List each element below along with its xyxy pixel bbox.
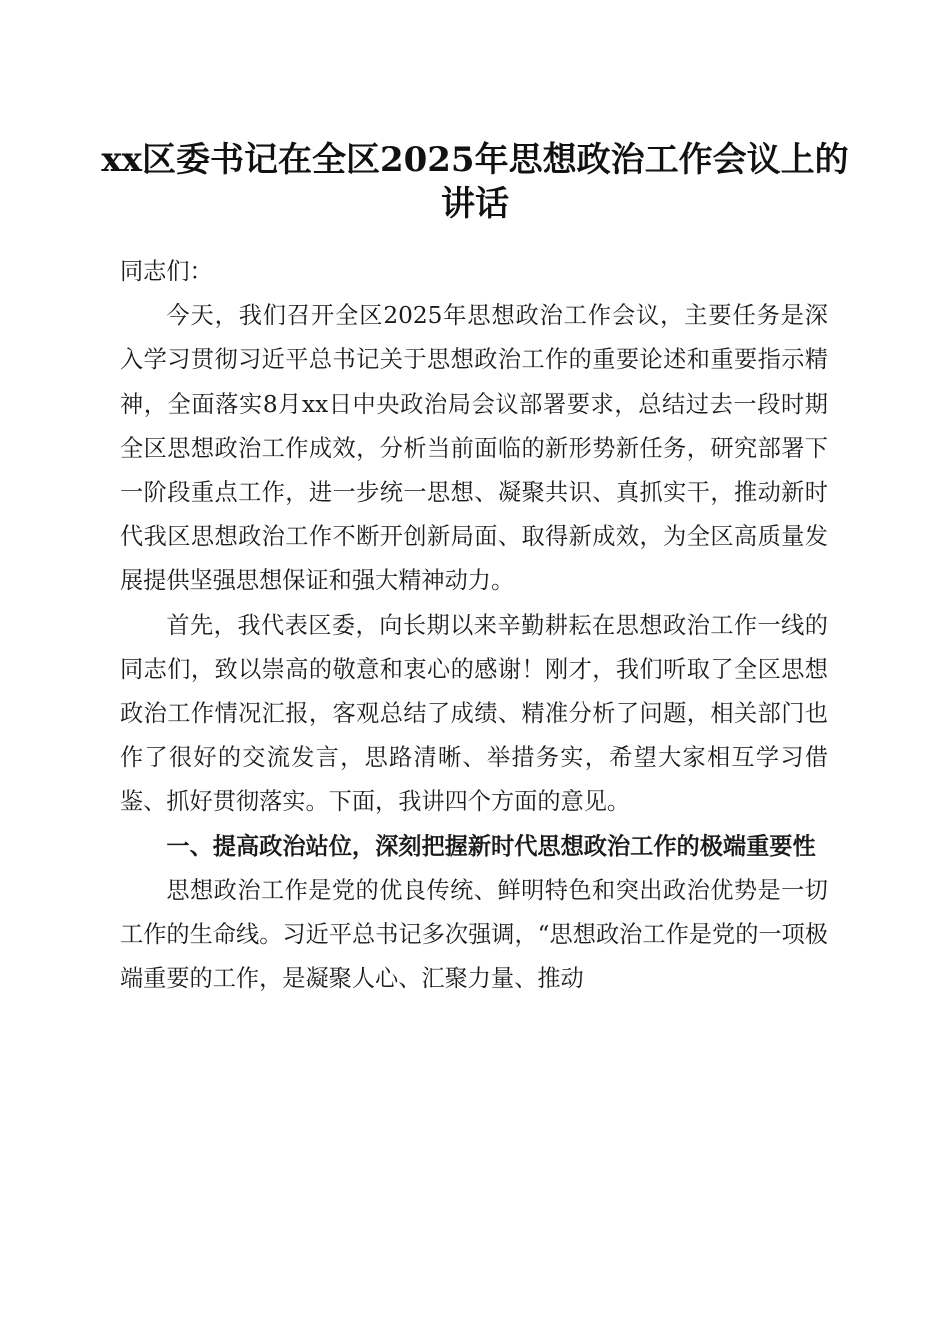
section-heading-1: 一、提高政治站位，深刻把握新时代思想政治工作的极端重要性 bbox=[166, 832, 816, 860]
paragraph-thanks: 首先，我代表区委，向长期以来辛勤耕耘在思想政治工作一线的同志们，致以崇高的敬意和衷心的感谢！刚才，我们听取了全区思想政治工作情况汇报，客观总结了成绩、精准分析了问题，相关部门也作了很好的交流发言，思路清晰、举措务实，希望大家相互学习借鉴、抓好贯彻落实。下面，我讲四个方面的意见。 bbox=[120, 611, 828, 816]
paragraph-intro: 今天，我们召开全区2025年思想政治工作会议，主要任务是深入学习贯彻习近平总书记关于思想政治工作的重要论述和重要指示精神，全面落实8月xx日中央政治局会议部署要求，总结过去一段时期全区思想政治工作成效，分析当前面临的新形势新任务，研究部署下一阶段重点工作，进一步统一思想、凝聚共识、真抓实干，推动新时代我区思想政治工作不断开创新局面、取得新成效，为全区高质量发展提供坚强思想保证和强大精神动力。 bbox=[120, 302, 828, 595]
document-title: xx区委书记在全区2025年思想政治工作会议上的讲话 bbox=[101, 140, 849, 224]
document-body bbox=[120, 250, 828, 1001]
paragraph-section-1: 思想政治工作是党的优良传统、鲜明特色和突出政治优势是一切工作的生命线。习近平总书记多次强调，“思想政治工作是党的一项极端重要的工作，是凝聚人心、汇聚力量、推动 bbox=[120, 876, 828, 993]
salutation: 同志们： bbox=[120, 258, 213, 285]
